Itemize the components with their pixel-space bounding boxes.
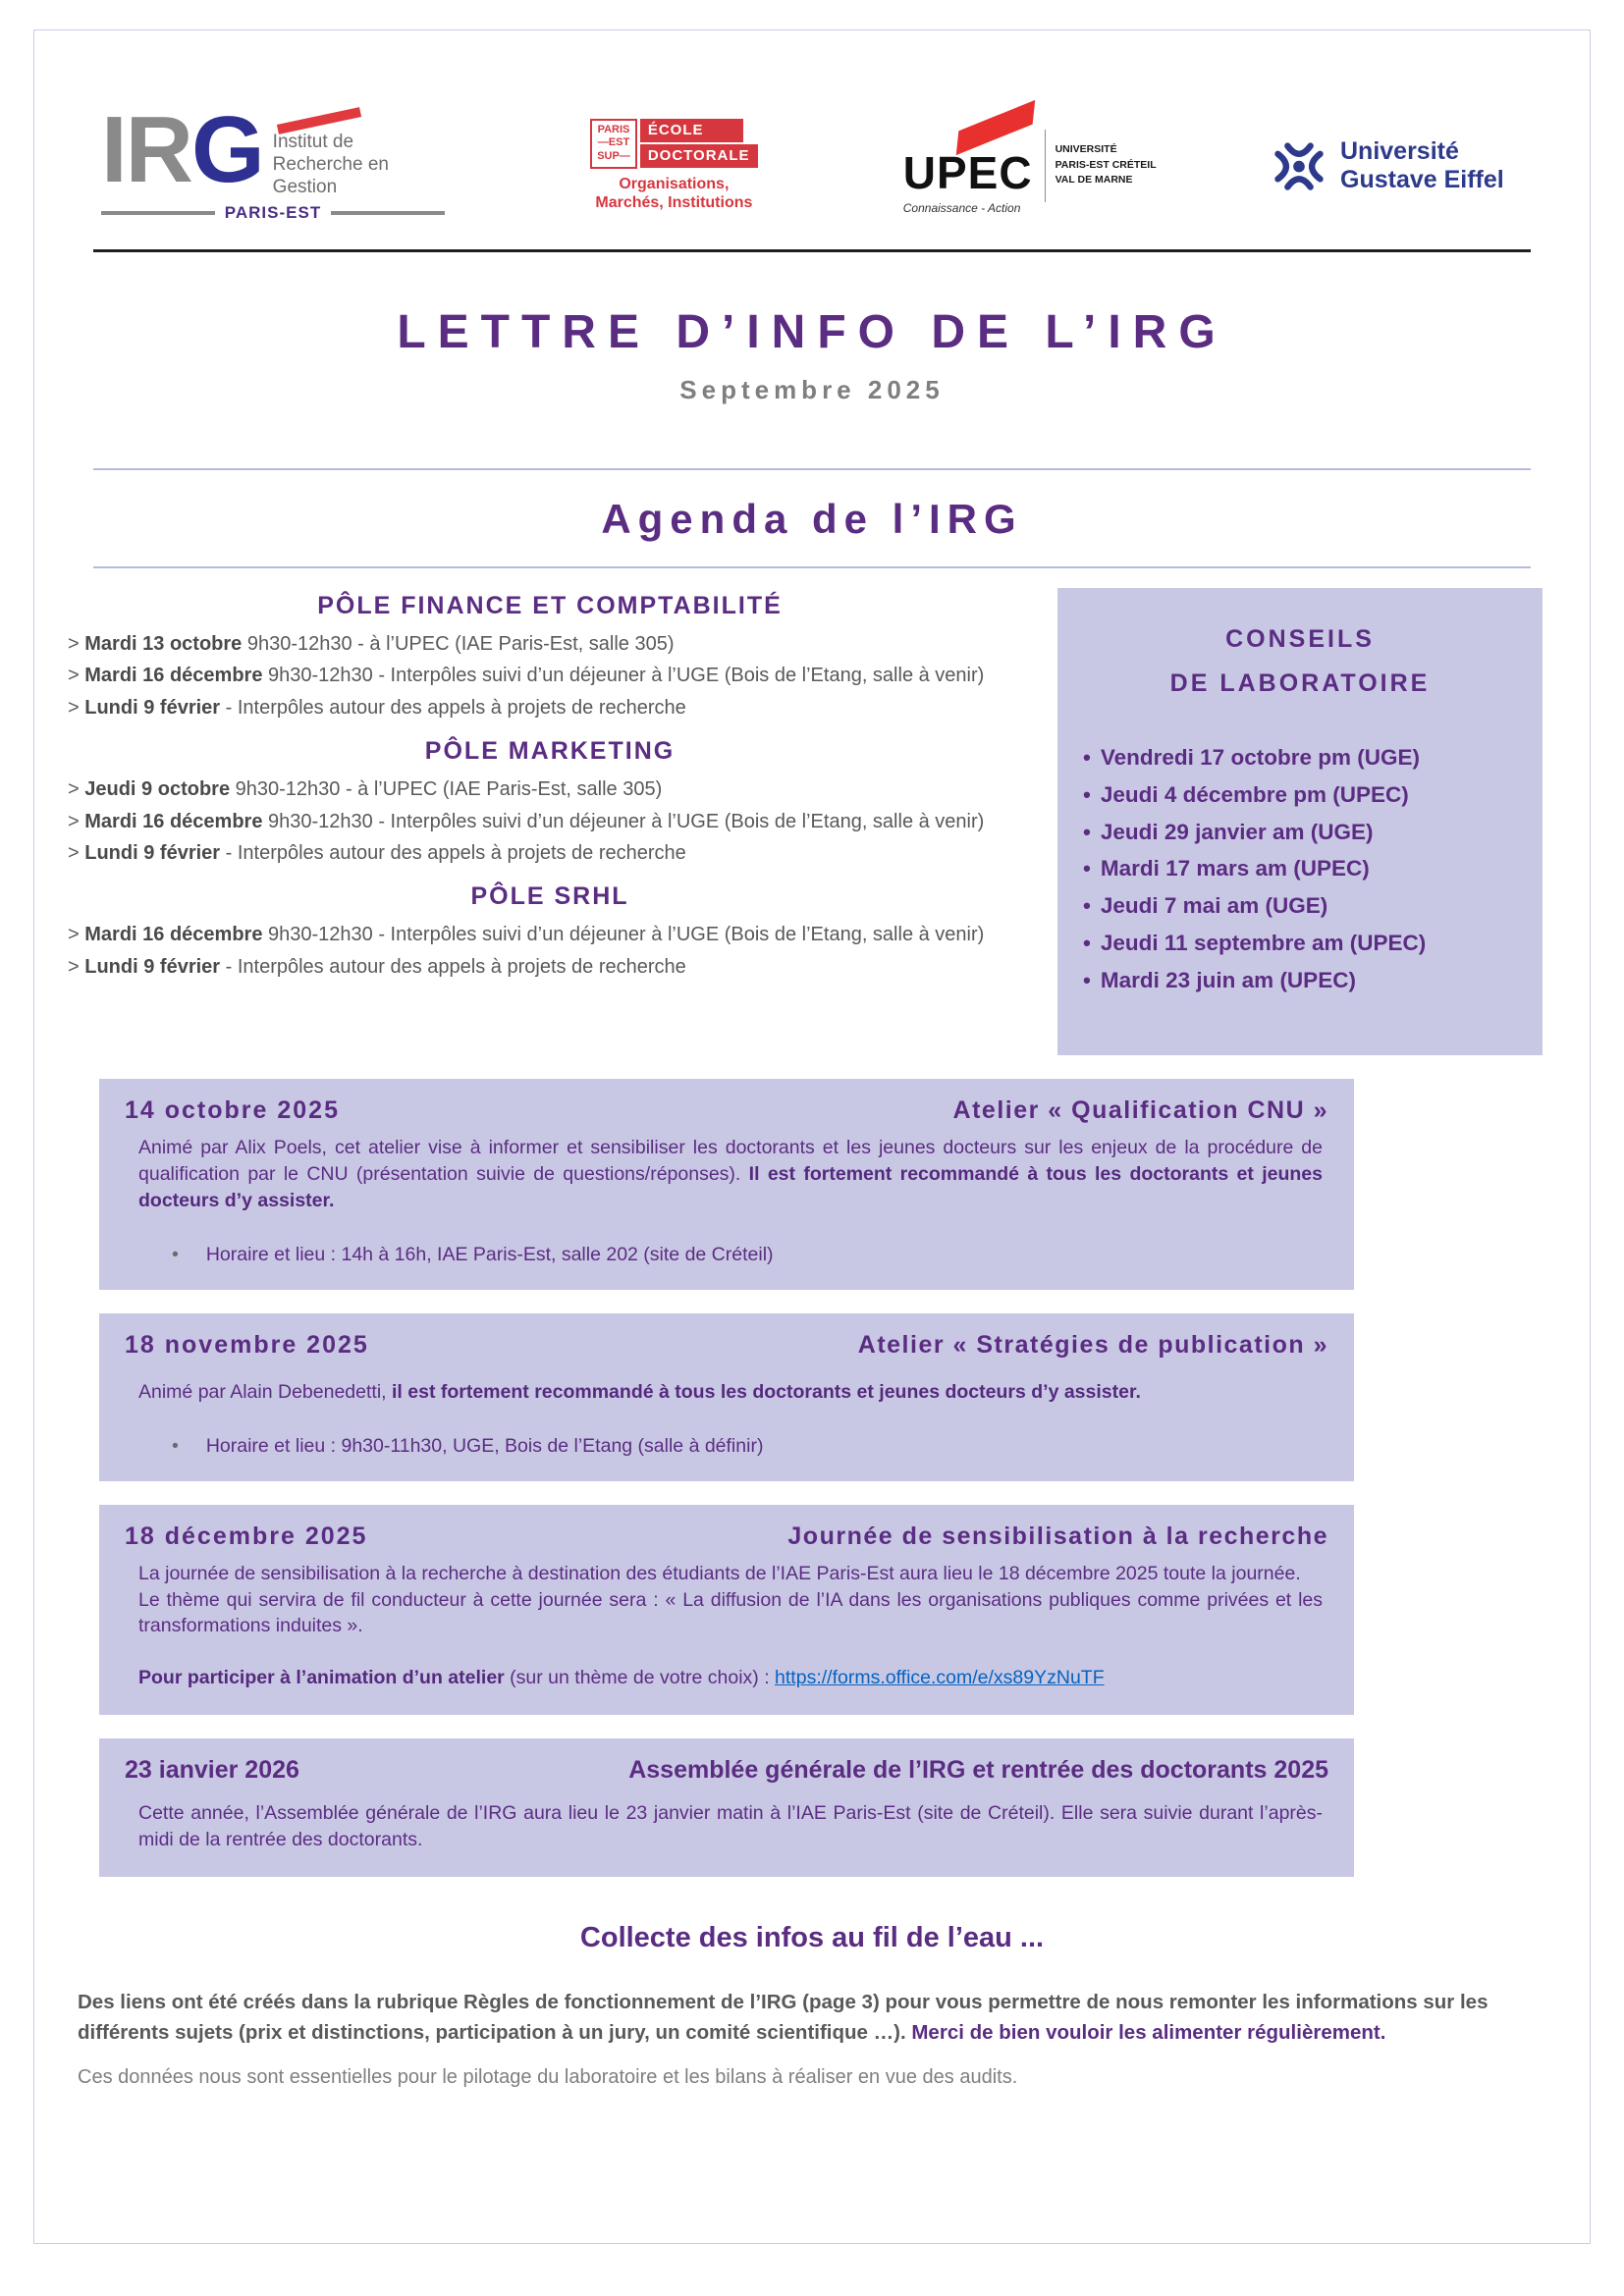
entry-text: - Interpôles autour des appels à projets de recherche — [220, 955, 686, 978]
irg-acronym-gray: IR — [101, 97, 191, 203]
upec-univ-line1: UNIVERSITÉ — [1055, 142, 1117, 155]
entry-text: 9h30-12h30 - Interpôles suivi d’un déjeuner à l’UGE (Bois de l’Etang, salle à venir) — [262, 924, 985, 946]
bullet-icon: • — [172, 1243, 179, 1265]
entry-date: Jeudi 9 octobre — [84, 778, 231, 801]
entry-date: Mardi 16 décembre — [84, 810, 263, 832]
event-date: 18 novembre 2025 — [125, 1330, 369, 1359]
bullet-icon: • — [1083, 967, 1091, 992]
irg-region-label: PARIS-EST — [224, 202, 322, 222]
conseils-item-text: Mardi 23 juin am (UPEC) — [1100, 967, 1356, 992]
upec-university-lines — [1056, 142, 1157, 188]
entry-marker: > — [68, 810, 80, 832]
event-paragraph-1: La journée de sensibilisation à la recherche à destination des étudiants de l’IAE Paris-Est aura lieu le 18 décembre 2025 toute la journée. — [138, 1562, 1301, 1584]
pole-finance-entry-3 — [68, 692, 1032, 723]
upec-univ-line2: PARIS-EST CRÉTEIL — [1055, 158, 1157, 171]
event-body — [138, 1561, 1323, 1692]
ed-block-doctorale: DOCTORALE — [640, 144, 758, 168]
entry-date: Lundi 9 février — [84, 841, 221, 864]
collecte-body-text: Des liens ont été créés dans la rubrique Règles de fonctionnement de l’IRG (page 3) pour vous permettre de nous remonter les informations sur les différents sujets (prix et distinctions, participation à un jury, un comité scientifique …). — [78, 1991, 1489, 2044]
conseils-item-text: Jeudi 11 septembre am (UPEC) — [1100, 930, 1427, 955]
pole-marketing-entry-1 — [68, 774, 1032, 805]
event-date: 14 octobre 2025 — [125, 1096, 340, 1124]
event-cta-bold: Pour participer à l’animation d’un atelier — [138, 1667, 505, 1689]
agenda-columns — [68, 588, 1543, 1055]
pole-marketing-entry-3 — [68, 837, 1032, 869]
event-body: Cette année, l’Assemblée générale de l’IRG aura lieu le 23 janvier matin à l’IAE Paris-Est (site de Créteil). Elle sera suivie durant l’après-midi de la rentrée des doctorants. — [138, 1802, 1323, 1851]
bullet-icon: • — [172, 1434, 179, 1457]
entry-date: Mardi 16 décembre — [84, 924, 263, 946]
event-schedule-text: Horaire et lieu : 14h à 16h, IAE Paris-Est, salle 202 (site de Créteil) — [205, 1243, 774, 1265]
upec-divider — [1045, 130, 1046, 202]
newsletter-page — [33, 29, 1591, 2244]
entry-marker: > — [68, 665, 80, 687]
conseils-item-text: Vendredi 17 octobre pm (UGE) — [1100, 745, 1420, 770]
pole-marketing-entry-2 — [68, 806, 1032, 837]
entry-marker: > — [68, 841, 80, 864]
entry-marker: > — [68, 696, 80, 719]
entry-date: Mardi 13 octobre — [84, 633, 243, 655]
pole-srhl-entry-1 — [68, 919, 1032, 950]
ed-subtitle-line2: Marchés, Institutions — [595, 194, 753, 212]
conseils-item-text: Jeudi 4 décembre pm (UPEC) — [1100, 781, 1409, 807]
event-box-assemblee-generale — [99, 1738, 1354, 1877]
ed-box-line3: SUP— — [597, 150, 630, 163]
entry-marker: > — [68, 778, 80, 801]
conseils-title-line2: DE LABORATOIRE — [1169, 669, 1431, 697]
agenda-section-title: Agenda de l’IRG — [601, 496, 1023, 542]
entry-date: Mardi 16 décembre — [84, 665, 263, 687]
conseils-list — [1083, 739, 1517, 999]
entry-text: - Interpôles autour des appels à projets de recherche — [220, 696, 686, 719]
ed-blocks — [640, 119, 758, 169]
ed-box-line1: PARIS — [597, 123, 630, 135]
event-body-text: Animé par Alain Debenedetti, — [138, 1380, 392, 1403]
bullet-icon: • — [1083, 819, 1091, 844]
event-title: Journée de sensibilisation à la recherche — [787, 1522, 1328, 1550]
pole-finance-entry-2 — [68, 660, 1032, 691]
conseils-title-line1: CONSEILS — [1225, 625, 1375, 653]
irg-logo-top — [101, 97, 445, 203]
event-header — [125, 1756, 1328, 1785]
event-schedule-line — [172, 1435, 1328, 1458]
bullet-icon: • — [1083, 745, 1091, 770]
entry-text: 9h30-12h30 - Interpôles suivi d’un déjeuner à l’UGE (Bois de l’Etang, salle à venir) — [262, 810, 985, 832]
pole-srhl-title: PÔLE SRHL — [470, 882, 629, 911]
irg-region-row — [101, 203, 445, 223]
pole-srhl-entry-2 — [68, 951, 1032, 983]
irg-logo — [101, 97, 445, 222]
event-body-bold: il est fortement recommandé à tous les doctorants et jeunes docteurs d’y assister. — [392, 1380, 1141, 1403]
entry-marker: > — [68, 924, 80, 946]
upec-tagline: Connaissance - Action — [902, 200, 1021, 215]
irg-subtitle — [273, 114, 389, 198]
pole-finance-title: PÔLE FINANCE ET COMPTABILITÉ — [317, 592, 783, 619]
uge-line1: Université — [1340, 136, 1459, 165]
bullet-icon: • — [1083, 781, 1091, 807]
divider-bottom — [93, 566, 1531, 568]
uge-logo — [1268, 134, 1523, 197]
conseils-item-3 — [1083, 814, 1517, 851]
event-schedule-line — [172, 1244, 1328, 1266]
ed-subtitle-line1: Organisations, — [619, 175, 730, 192]
conseils-item-4 — [1083, 850, 1517, 887]
newsletter-subtitle: Septembre 2025 — [679, 375, 945, 404]
upec-main — [903, 117, 1033, 215]
event-body — [138, 1135, 1323, 1214]
conseils-item-2 — [1083, 776, 1517, 814]
event-header — [125, 1522, 1328, 1551]
event-date: 23 ianvier 2026 — [125, 1756, 299, 1785]
entry-date: Lundi 9 février — [84, 696, 221, 719]
event-cta-text: (sur un thème de votre choix) : — [504, 1667, 776, 1689]
upec-univ-line3: VAL DE MARNE — [1055, 174, 1133, 187]
irg-rule-left — [101, 211, 215, 215]
uge-wordmark — [1340, 137, 1504, 194]
conseils-item-text: Jeudi 29 janvier am (UGE) — [1100, 819, 1374, 844]
uge-star-icon — [1268, 134, 1330, 197]
conseils-laboratoire-box — [1057, 588, 1543, 1055]
pole-finance-entry-1 — [68, 628, 1032, 660]
conseils-item-5 — [1083, 887, 1517, 925]
entry-text: 9h30-12h30 - Interpôles suivi d’un déjeuner à l’UGE (Bois de l’Etang, salle à venir) — [262, 665, 985, 687]
event-box-journee-sensibilisation — [99, 1505, 1354, 1716]
ecole-doctorale-logo — [556, 119, 791, 213]
event-paragraph-2: Le thème qui servira de fil conducteur à cette journée sera : « La diffusion de l’IA dans les organisations publiques comme privées et les transformations induites ». — [138, 1588, 1323, 1637]
uge-line2: Gustave Eiffel — [1340, 165, 1504, 193]
collecte-body-accent: Merci de bien vouloir les alimenter régulièrement. — [911, 2020, 1386, 2044]
irg-subtitle-line3: Gestion — [272, 176, 338, 197]
conseils-item-7 — [1083, 962, 1517, 999]
poles-column — [68, 588, 1057, 983]
collecte-body — [78, 1988, 1548, 2049]
collecte-note: Ces données nous sont essentielles pour le pilotage du laboratoire et les bilans à réaliser en vue des audits. — [78, 2065, 1018, 2088]
entry-date: Lundi 9 février — [84, 955, 221, 978]
bullet-icon: • — [1083, 856, 1091, 881]
collecte-title: Collecte des infos au fil de l’eau ... — [579, 1922, 1045, 1954]
event-title: Atelier « Qualification CNU » — [952, 1096, 1328, 1124]
event-box-strategies-publication — [99, 1313, 1354, 1481]
irg-rule-right — [331, 211, 445, 215]
irg-subtitle-line1: Institut de — [272, 132, 354, 153]
event-body — [138, 1379, 1323, 1406]
conseils-item-1 — [1083, 739, 1517, 776]
ed-box-line2: —EST — [597, 136, 630, 149]
event-header — [125, 1096, 1328, 1125]
bullet-icon: • — [1083, 930, 1091, 955]
pole-marketing-title: PÔLE MARKETING — [424, 737, 676, 766]
conseils-item-text: Mardi 17 mars am (UPEC) — [1100, 856, 1370, 881]
event-schedule-text: Horaire et lieu : 9h30-11h30, UGE, Bois de l’Etang (salle à définir) — [205, 1434, 764, 1457]
irg-red-slash-icon — [277, 107, 361, 134]
paris-est-sup-box — [590, 119, 637, 169]
conseils-item-6 — [1083, 925, 1517, 962]
event-date: 18 décembre 2025 — [125, 1522, 368, 1550]
entry-text: - Interpôles autour des appels à projets de recherche — [220, 841, 686, 864]
entry-marker: > — [68, 633, 80, 655]
logo-header-strip — [93, 95, 1531, 252]
upec-logo — [903, 117, 1157, 215]
ed-block-ecole: ÉCOLE — [640, 119, 743, 142]
entry-marker: > — [68, 955, 80, 978]
event-header — [125, 1331, 1328, 1360]
event-body-text: Animé par Alix Poels, cet atelier vise à informer et sensibiliser les doctorants et les jeunes docteurs sur les enjeux de la procédure de qualification par le CNU (présentation suivie de questions/réponses). — [138, 1137, 1323, 1185]
irg-acronym-blue: G — [191, 97, 263, 203]
newsletter-title: LETTRE D’INFO DE L’IRG — [397, 306, 1227, 358]
ecole-doctorale-badge — [590, 119, 757, 169]
ed-subtitle — [595, 175, 752, 212]
bullet-icon: • — [1083, 893, 1091, 919]
entry-text: 9h30-12h30 - à l’UPEC (IAE Paris-Est, salle 305) — [230, 778, 663, 801]
forms-office-link[interactable]: https://forms.office.com/e/xs89YzNuTF — [775, 1667, 1105, 1689]
event-title: Atelier « Stratégies de publication » — [857, 1330, 1328, 1359]
event-box-qualification-cnu — [99, 1079, 1354, 1290]
event-cta-line — [138, 1665, 1317, 1691]
irg-subtitle-line2: Recherche en — [272, 154, 389, 176]
divider-top — [93, 468, 1531, 470]
event-title: Assemblée générale de l’IRG et rentrée des doctorants 2025 — [628, 1756, 1328, 1785]
conseils-item-text: Jeudi 7 mai am (UGE) — [1100, 893, 1328, 919]
conseils-title — [1083, 617, 1517, 706]
upec-name: UPEC — [902, 146, 1033, 198]
event-body-bold: Il est fortement recommandé à tous les doctorants et jeunes docteurs d’y assister. — [138, 1162, 1323, 1211]
entry-text: 9h30-12h30 - à l’UPEC (IAE Paris-Est, salle 305) — [242, 633, 675, 655]
irg-acronym — [101, 97, 263, 203]
